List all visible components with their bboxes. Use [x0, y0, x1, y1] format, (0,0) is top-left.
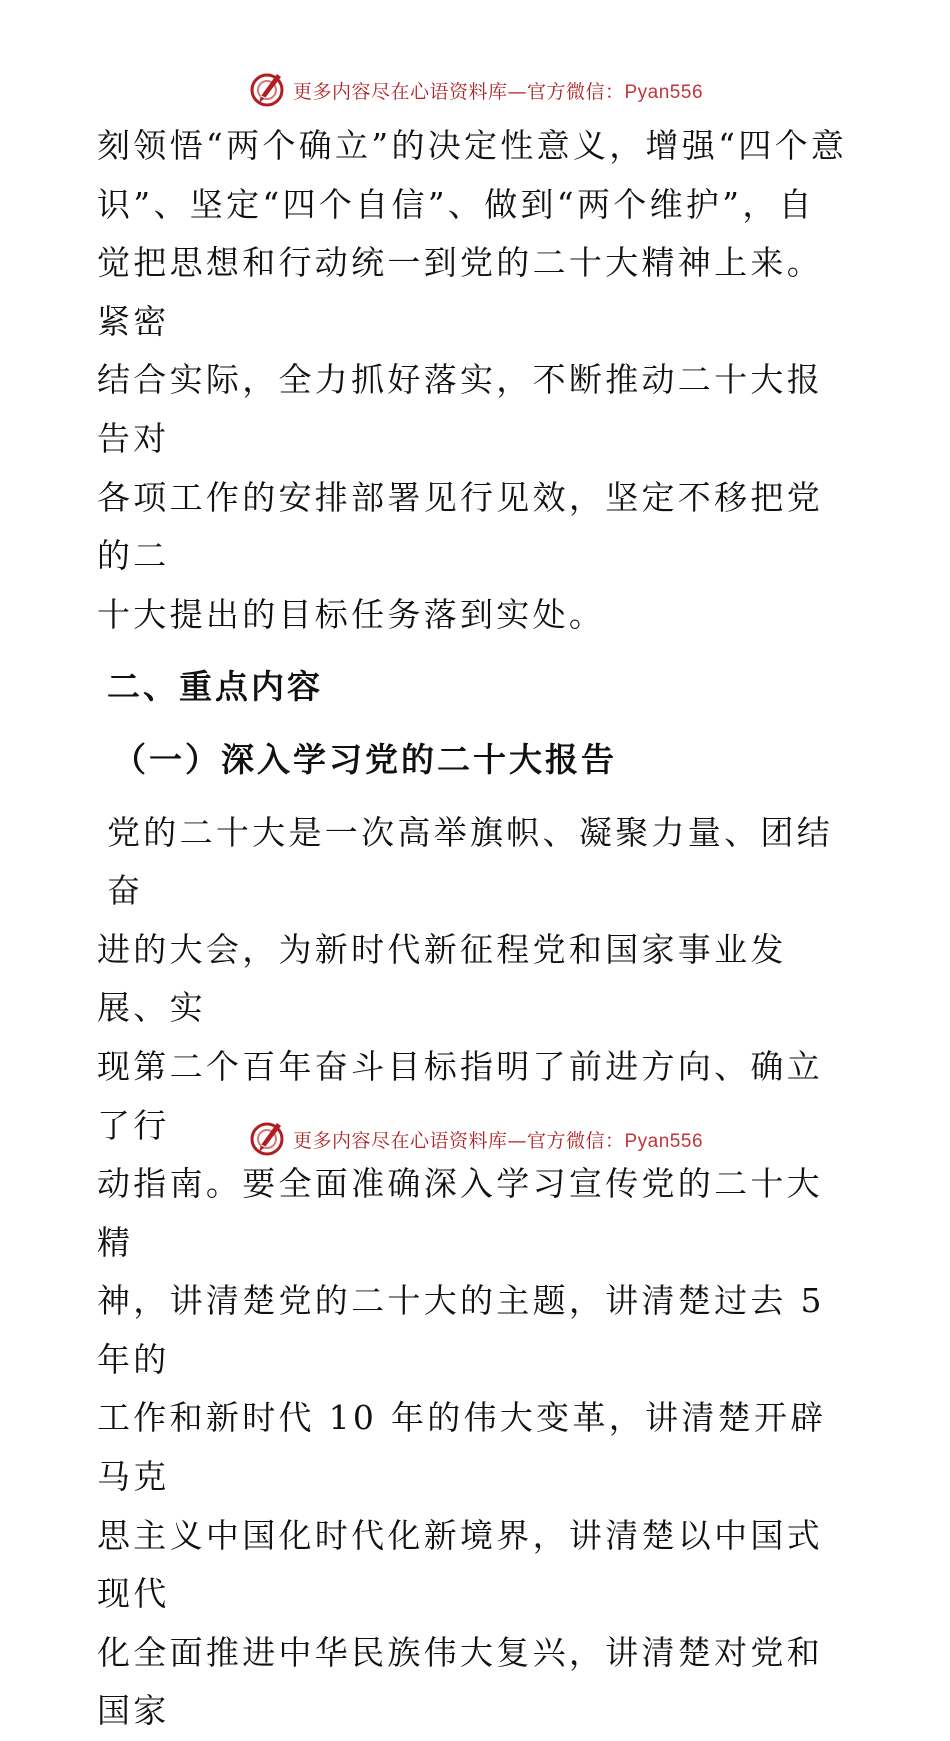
text-line: 思主义中国化时代化新境界，讲清楚以中国式现代: [97, 1515, 823, 1614]
text-line: 觉把思想和行动统一到党的二十大精神上来。紧密: [97, 243, 823, 341]
subsection-heading: （一）深入学习党的二十大报告: [113, 739, 617, 779]
text-line: 神，讲清楚党的二十大的主题，讲清楚过去 5 年的: [97, 1281, 825, 1379]
quill-logo-icon: [247, 1119, 287, 1159]
main-paragraph: [97, 804, 857, 1741]
watermark-text: 更多内容尽在心语资料库—官方微信：Pyan556: [292, 1129, 704, 1152]
section-heading: 二、重点内容: [107, 667, 323, 707]
text-line: 党的二十大是一次高举旗帜、凝聚力量、团结奋: [107, 812, 833, 911]
quill-logo-icon: [247, 70, 287, 110]
watermark-text: 更多内容尽在心语资料库—官方微信：Pyan556: [292, 80, 704, 103]
document-body: [97, 117, 857, 1741]
continued-paragraph: [97, 117, 857, 644]
text-line: 现第二个百年奋斗目标指明了前进方向、确立了行: [97, 1046, 823, 1145]
text-line: 各项工作的安排部署见行见效，坚定不移把党的二: [97, 477, 823, 576]
header-watermark: [0, 68, 950, 112]
text-line: 工作和新时代 10 年的伟大变革，讲清楚开辟马克: [97, 1398, 827, 1497]
footer-watermark: [0, 1117, 950, 1161]
text-line: 十大提出的目标任务落到实处。: [97, 594, 606, 634]
text-line: 结合实际，全力抓好落实，不断推动二十大报告对: [97, 360, 823, 458]
text-line: 识”、坚定“四个自信”、做到“两个维护”，自: [97, 184, 815, 224]
text-line: 化全面推进中华民族伟大复兴，讲清楚对党和国家: [97, 1632, 823, 1731]
text-line: 刻领悟“两个确立”的决定性意义，增强“四个意: [97, 126, 848, 165]
text-line: 进的大会，为新时代新征程党和国家事业发展、实: [97, 929, 787, 1028]
text-line: 动指南。要全面准确深入学习宣传党的二十大精: [97, 1164, 823, 1262]
